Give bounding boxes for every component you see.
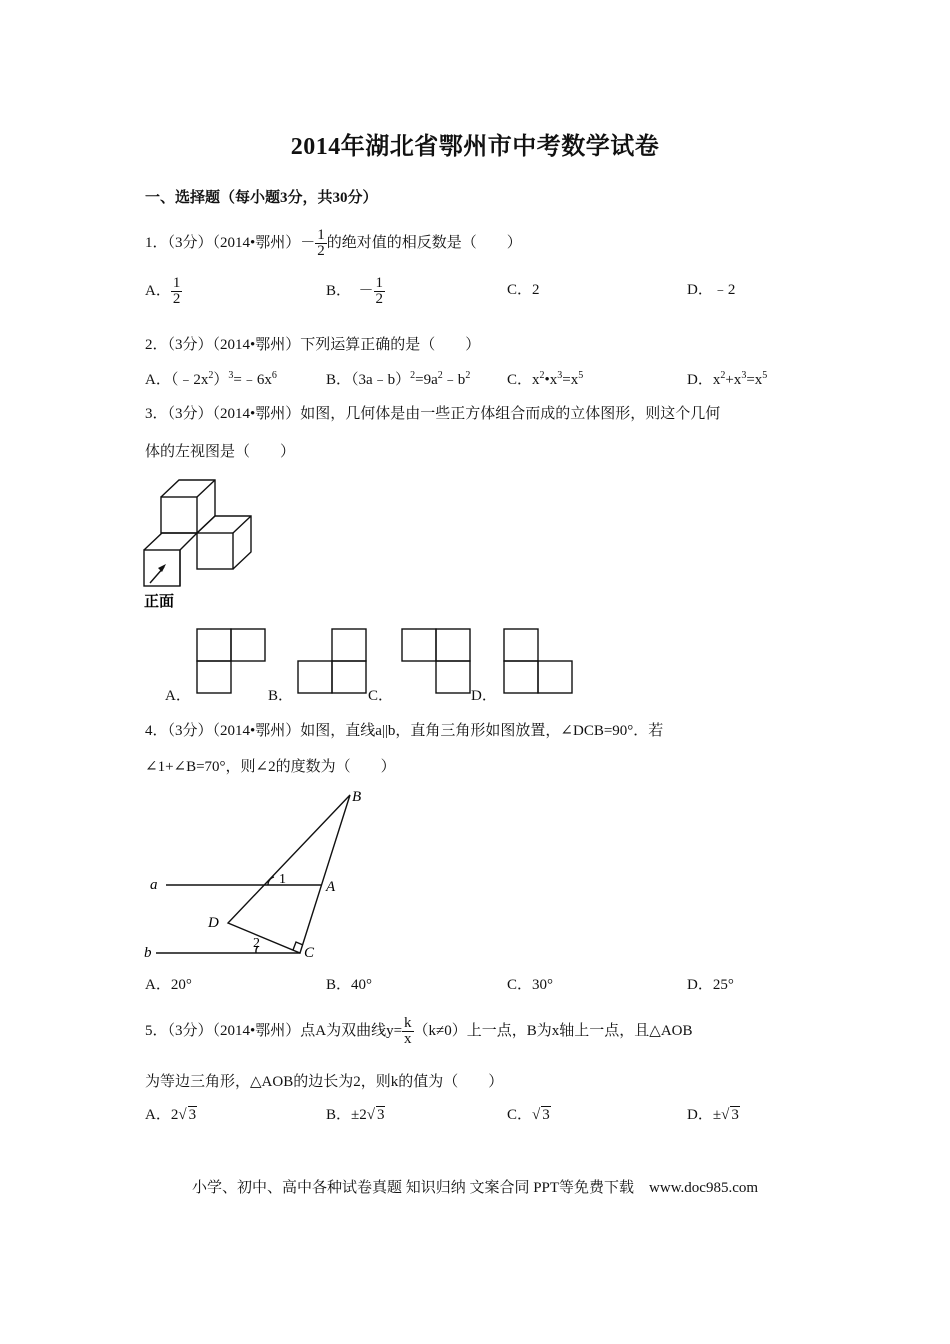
q2-option-a [145,368,277,389]
question-2: 2．（3分）（2014•鄂州）下列运算正确的是（ ） [145,337,481,353]
label-angle-1: 1 [279,872,286,887]
q1-option-b-label: B． [326,282,352,299]
q3-option-b: B． [268,688,294,704]
q2-c-rest: =x [562,372,579,388]
q2-a-sup3: 6 [271,370,277,381]
q2-c-sup2: 3 [557,370,563,381]
q5-d-label: D．± [687,1107,722,1123]
q1-option-a-label: A． [145,282,171,299]
question-3-line-2: 体的左视图是（ ） [145,444,296,460]
q1-option-a [145,276,182,307]
q1-frac-num: 1 [317,227,325,243]
q2-b-mid: =9a [415,372,438,388]
q1-option-b-den: 2 [375,291,384,307]
label-a: a [150,877,158,893]
q2-d-sup2: 3 [741,370,747,381]
front-label: 正面 [144,594,175,610]
q2-b-sup2: 2 [437,370,443,381]
q2-d-sup3: 5 [762,370,768,381]
q3-figure-a [195,627,267,697]
q4-option-b: B．40° [326,977,373,993]
q2-option-b [326,368,470,389]
q2-a-sup1: 2 [208,370,214,381]
q3-option-d: D． [471,688,497,704]
q1-fraction [315,228,327,259]
q5-frac-den: x [404,1031,412,1047]
q5-prefix: 5．（3分）（2014•鄂州）点A为双曲线y= [145,1022,403,1039]
q1-option-d: D．﹣2 [687,282,736,298]
q4-option-a: A．20° [145,977,192,993]
q2-c-sup1: 2 [539,370,545,381]
q2-a-mid: ） [213,372,229,388]
q1-option-c: C．2 [507,282,540,298]
q1-option-b-num: 1 [375,275,384,291]
q2-a-rest: =﹣6x [233,372,272,388]
q2-d-sup1: 2 [720,370,726,381]
q2-b-rest: ﹣b [442,372,466,388]
q3-figure-d [502,627,574,697]
right-triangle [228,795,350,953]
question-4-line-1: 4．（3分）（2014•鄂州）如图，直线a||b，直角三角形如图放置，∠DCB=90°．若 [145,723,664,739]
q2-a-sup2: 3 [228,370,234,381]
q5-suffix: （k≠0）上一点，B为x轴上一点，且△AOB [413,1022,693,1039]
label-angle-2: 2 [253,936,260,951]
q1-prefix: 1．（3分）（2014•鄂州） [145,234,301,251]
q3-option-c: C． [368,688,394,704]
q1-frac-den: 2 [317,243,325,259]
question-5-line-1 [145,1016,693,1047]
q5-option-c: C．√ 3 [507,1107,550,1123]
q2-a-label: A．（﹣2x [145,372,209,388]
q1-option-a-den: 2 [172,291,181,307]
q5-b-label: B．±2 [326,1107,367,1123]
q1-suffix: 的绝对值的相反数是（ ） [326,234,522,251]
label-D: D [208,915,219,931]
q1-option-b-sign: － [358,282,374,299]
q5-d-root: 3 [731,1107,739,1123]
question-5-line-2: 为等边三角形，△AOB的边长为2，则k的值为（ ） [145,1074,504,1090]
q2-d-mid: +x [725,372,742,388]
cube-solid-figure [140,475,265,615]
q1-option-b-fraction [374,276,386,307]
q5-c-root: 3 [542,1107,550,1123]
q2-c-sup3: 5 [578,370,584,381]
q4-option-d: D．25° [687,977,734,993]
q2-b-sup3: 2 [465,370,471,381]
section-heading: 一、选择题（每小题3分，共30分） [145,190,378,206]
q1-option-a-fraction [171,276,183,307]
q2-c-mid: •x [544,372,558,388]
q5-option-a: A．2√ 3 [145,1107,197,1123]
q1-frac-sign: － [300,234,316,251]
q1-option-a-num: 1 [172,275,181,291]
q2-b-label: B．（3a﹣b） [326,372,411,388]
parallel-lines-triangle-figure [140,785,380,965]
q5-frac-num: k [404,1015,412,1031]
q2-option-d [687,368,767,389]
question-1 [145,228,522,259]
q5-fraction [402,1016,414,1047]
q2-d-rest: =x [746,372,763,388]
q5-a-root: 3 [188,1107,197,1123]
question-4-line-2: ∠1+∠B=70°，则∠2的度数为（ ） [145,759,396,775]
label-b: b [144,945,152,961]
q5-c-label: C． [507,1107,533,1123]
page-title: 2014年湖北省鄂州市中考数学试卷 [290,134,660,160]
q2-b-sup1: 2 [410,370,416,381]
angle-1-arc [268,877,274,885]
arrow-head-icon [158,564,166,572]
q5-option-b: B．±2√ 3 [326,1107,385,1123]
q5-a-label: A．2 [145,1107,179,1123]
q3-figure-b [296,627,368,697]
label-A: A [326,879,336,895]
q5-option-d: D．±√ 3 [687,1107,739,1123]
q2-d-label: D．x [687,372,721,388]
q2-option-c [507,368,583,389]
q3-option-a: A． [165,688,191,704]
question-3-line-1: 3．（3分）（2014•鄂州）如图，几何体是由一些正方体组合而成的立体图形，则这个几何 [145,406,721,422]
q4-option-c: C．30° [507,977,554,993]
label-B: B [352,789,362,805]
q2-c-label: C．x [507,372,540,388]
q3-figure-c [400,627,472,697]
q5-b-root: 3 [376,1107,385,1123]
label-C: C [304,945,315,961]
footer: 小学、初中、高中各种试卷真题 知识归纳 文案合同 PPT等免费下载 www.doc985.com [191,1180,759,1196]
q1-option-b [326,276,385,307]
